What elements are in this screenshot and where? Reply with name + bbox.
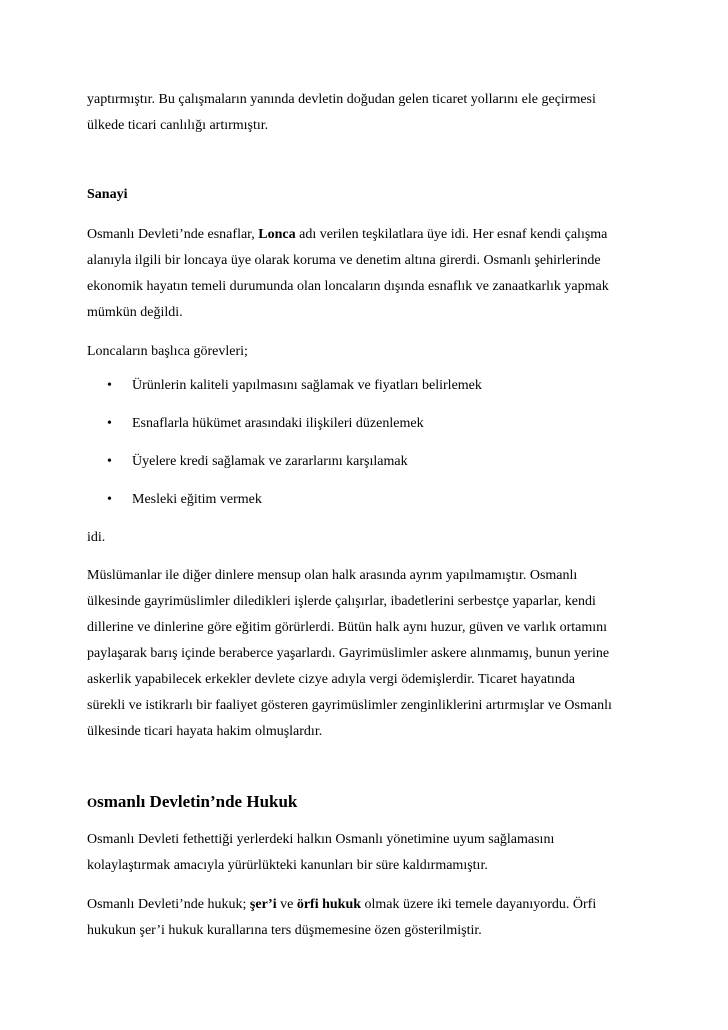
list-end: idi. bbox=[87, 530, 106, 545]
sanayi-p2-line: sürekli ve istikrarlı bir faaliyet gösteren gayrimüslimler zenginliklerini artırmışlar ve Osmanlı bbox=[87, 698, 612, 713]
hukuk-p1-line: kolaylaştırmak amacıyla yürürlükteki kanunları bir süre kaldırmamıştır. bbox=[87, 858, 488, 873]
list-intro: Loncaların başlıca görevleri; bbox=[87, 344, 248, 359]
list-item: Esnaflarla hükümet arasındaki ilişkileri düzenlemek bbox=[132, 416, 424, 431]
sanayi-p2-line: Müslümanlar ile diğer dinlere mensup olan halk arasında ayrım yapılmamıştır. Osmanlı bbox=[87, 568, 578, 583]
bullet-icon: • bbox=[107, 454, 112, 469]
list-item: Üyelere kredi sağlamak ve zararlarını karşılamak bbox=[132, 454, 408, 469]
sanayi-p2-line: ülkesinde gayrimüslimler diledikleri işlerde çalışırlar, ibadetlerini serbestçe yaparlar, kendi bbox=[87, 594, 596, 609]
lonca-term: Lonca bbox=[258, 227, 296, 242]
section-heading-sanayi: Sanayi bbox=[87, 187, 128, 202]
sanayi-p2-line: askerlik yapabilecek erkekler devlete cizye adıyla vergi ödemişlerdir. Ticaret hayatında bbox=[87, 672, 575, 687]
sanayi-p2-line: ülkesinde ticari hayata hakim olmuşlardır. bbox=[87, 724, 323, 739]
orfi-hukuk-term: örfi hukuk bbox=[296, 897, 362, 912]
section-heading-hukuk: Osmanlı Devletin’nde Hukuk bbox=[87, 792, 298, 811]
intro-line-2: ülkede ticari canlılığı artırmıştır. bbox=[87, 118, 269, 133]
sanayi-p1-line-4: mümkün değildi. bbox=[87, 305, 183, 320]
list-item: Ürünlerin kaliteli yapılmasını sağlamak ve fiyatları belirlemek bbox=[132, 378, 482, 393]
sanayi-p1-line-1: Osmanlı Devleti’nde esnaflar, Lonca adı verilen teşkilatlara üye idi. Her esnaf kendi çalışma bbox=[87, 227, 608, 242]
bullet-icon: • bbox=[107, 492, 112, 507]
seri-term: şer’i bbox=[249, 897, 277, 912]
sanayi-p2-line: dillerine ve dinlerine göre eğitim görürlerdi. Bütün halk aynı huzur, güven ve varlık ortamını bbox=[87, 620, 608, 635]
hukuk-p2-line-2: hukukun şer’i hukuk kurallarına ters düşmemesine özen gösterilmiştir. bbox=[87, 923, 482, 938]
hukuk-p1-line: Osmanlı Devleti fethettiği yerlerdeki halkın Osmanlı yönetimine uyum sağlamasını bbox=[87, 832, 555, 847]
bullet-icon: • bbox=[107, 416, 112, 431]
sanayi-p2-line: paylaşarak barış içinde beraberce yaşarlardı. Gayrimüslimler askere alınmamış, bunun yerine bbox=[87, 646, 610, 661]
sanayi-p1-line-3: ekonomik hayatın temeli durumunda olan loncaların dışında esnaflık ve zanaatkarlık yapmak bbox=[87, 279, 609, 294]
list-item: Mesleki eğitim vermek bbox=[132, 492, 262, 507]
bullet-icon: • bbox=[107, 378, 112, 393]
hukuk-p2-line-1: Osmanlı Devleti’nde hukuk; şer’i ve örfi hukuk olmak üzere iki temele dayanıyordu. Örfi bbox=[87, 897, 597, 912]
intro-line-1: yaptırmıştır. Bu çalışmaların yanında devletin doğudan gelen ticaret yollarını ele geçirmesi bbox=[87, 92, 596, 107]
sanayi-p1-line-2: alanıyla ilgili bir loncaya üye olarak koruma ve denetim altına girerdi. Osmanlı şehirlerinde bbox=[87, 253, 601, 268]
